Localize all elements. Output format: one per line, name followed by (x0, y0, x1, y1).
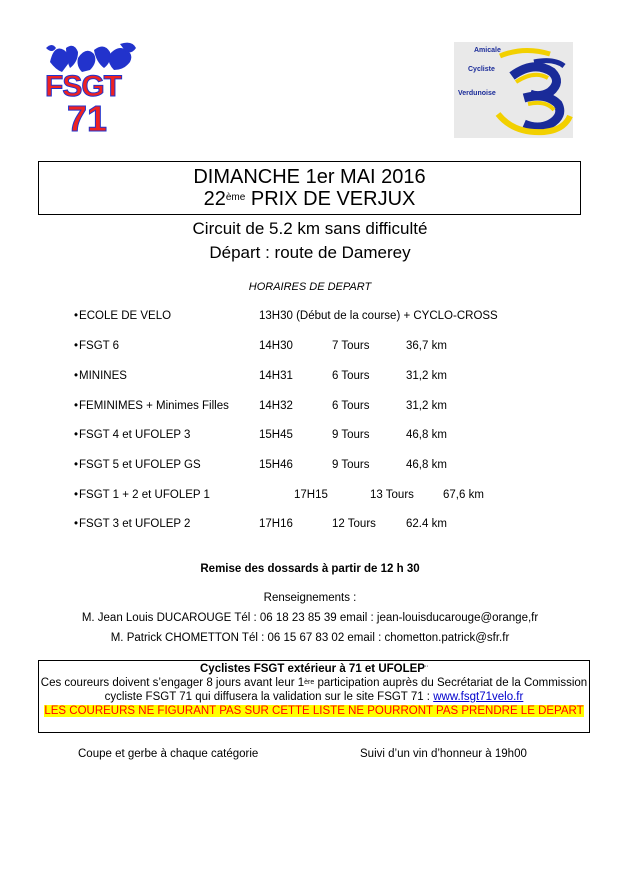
schedule-distance: 31,2 km (406, 400, 447, 412)
event-name-title (39, 188, 580, 210)
event-date-title: DIMANCHE 1er MAI 2016 (193, 166, 426, 188)
bullet-icon: • (74, 400, 79, 412)
notice-body-end: participation auprès du Secrétariat de la Commission cycliste FSGT 71 qui diffusera la validation sur le site FSGT 71 : (104, 677, 588, 703)
bullet-icon: • (74, 459, 79, 471)
schedule-category: MININES (79, 370, 127, 382)
schedule-category: FSGT 5 et UFOLEP GS (79, 459, 201, 471)
logo-line-amicale: Amicale (474, 47, 501, 54)
notice-title (39, 662, 589, 676)
logo-line-cycliste: Cycliste (468, 66, 495, 73)
notice-body (41, 677, 587, 703)
schedule-tours: 13 Tours (370, 489, 414, 501)
registration-notice-box (38, 660, 590, 733)
notice-title-mark: ¨ (424, 664, 428, 674)
schedule-tours: 9 Tours (332, 459, 370, 471)
edition-number: 22 (203, 188, 226, 210)
schedule-category: FEMINIMES + Minimes Filles (79, 400, 229, 412)
schedule-tours: 6 Tours (332, 370, 370, 382)
bullet-icon: • (74, 340, 79, 352)
schedule-category: FSGT 3 et UFOLEP 2 (79, 518, 191, 530)
title-box (38, 161, 581, 215)
schedule-category: ECOLE DE VELO (79, 310, 172, 322)
bullet-icon: • (74, 429, 79, 441)
schedule-distance: 36,7 km (406, 340, 447, 352)
schedule-tours: 9 Tours (332, 429, 370, 441)
fsgt71-logo (42, 40, 140, 138)
bullet-icon: • (74, 489, 79, 501)
schedule-time: 15H45 (259, 429, 293, 441)
acv-logo (454, 42, 573, 138)
schedule-row (74, 310, 594, 322)
schedule-time: 15H46 (259, 459, 293, 471)
schedule-row (74, 400, 594, 412)
logo-number-text: 71 (67, 98, 108, 139)
notice-warning: LES COUREURS NE FIGURANT PAS SUR CETTE LISTE NE POURRONT PAS PRENDRE LE DEPART (44, 705, 584, 717)
contact-ducarouge: M. Jean Louis DUCAROUGE Tél : 06 18 23 85 39 email : jean-louisducarouge@orange,fr (81, 612, 539, 624)
notice-body-start: Ces coureurs doivent s’engager 8 jours avant leur 1 (40, 677, 305, 689)
trophy-notice: Coupe et gerbe à chaque catégorie (78, 748, 259, 760)
schedule-row (74, 518, 594, 530)
notice-title-text: Cyclistes FSGT extérieur à 71 et UFOLEP (200, 663, 425, 675)
schedule-distance: 31,2 km (406, 370, 447, 382)
bullet-icon: • (74, 370, 79, 382)
schedule-row (74, 340, 594, 352)
schedule-row (74, 459, 594, 471)
schedule-category: FSGT 1 + 2 et UFOLEP 1 (79, 489, 210, 501)
schedule-distance: 46,8 km (406, 459, 447, 471)
schedule-row (74, 429, 594, 441)
info-heading: Renseignements : (263, 592, 357, 604)
schedule-row (74, 370, 594, 382)
schedule-distance: 46,8 km (406, 429, 447, 441)
schedule-distance: 62.4 km (406, 518, 447, 530)
fsgt71-website-link[interactable]: www.fsgt71velo.fr (433, 691, 524, 703)
bib-pickup-notice: Remise des dossards à partir de 12 h 30 (200, 563, 420, 575)
bullet-icon: • (74, 518, 79, 530)
schedule-time: 17H16 (259, 518, 293, 530)
schedule-category: FSGT 4 et UFOLEP 3 (79, 429, 191, 441)
event-name: PRIX DE VERJUX (245, 188, 416, 210)
schedule-distance: 67,6 km (443, 489, 484, 501)
schedule-tours: 6 Tours (332, 400, 370, 412)
schedule-time: 14H32 (259, 400, 293, 412)
schedule-time: 14H30 (259, 340, 293, 352)
schedule-time: 14H31 (259, 370, 293, 382)
schedule-time: 17H15 (294, 489, 328, 501)
schedule-time: 13H30 (Début de la course) + CYCLO-CROSS (259, 310, 498, 322)
start-location-subtitle: Départ : route de Damerey (209, 243, 411, 262)
reception-notice: Suivi d’un vin d’honneur à 19h00 (360, 748, 527, 760)
circuit-subtitle: Circuit de 5.2 km sans difficulté (192, 219, 428, 238)
notice-body-sup: ère (304, 679, 315, 686)
schedule-tours: 7 Tours (332, 340, 370, 352)
logo-line-verdunoise: Verdunoise (458, 90, 496, 97)
logo-fsgt-text: FSGT (45, 70, 121, 103)
edition-suffix: ème (225, 192, 246, 203)
schedule-tours: 12 Tours (332, 518, 376, 530)
schedule-heading: HORAIRES DE DEPART (248, 281, 372, 293)
schedule-category: FSGT 6 (79, 340, 120, 352)
bullet-icon: • (74, 310, 79, 322)
schedule-row (74, 489, 594, 501)
contact-chometton: M. Patrick CHOMETTON Tél : 06 15 67 83 02 email : chometton.patrick@sfr.fr (110, 632, 510, 644)
